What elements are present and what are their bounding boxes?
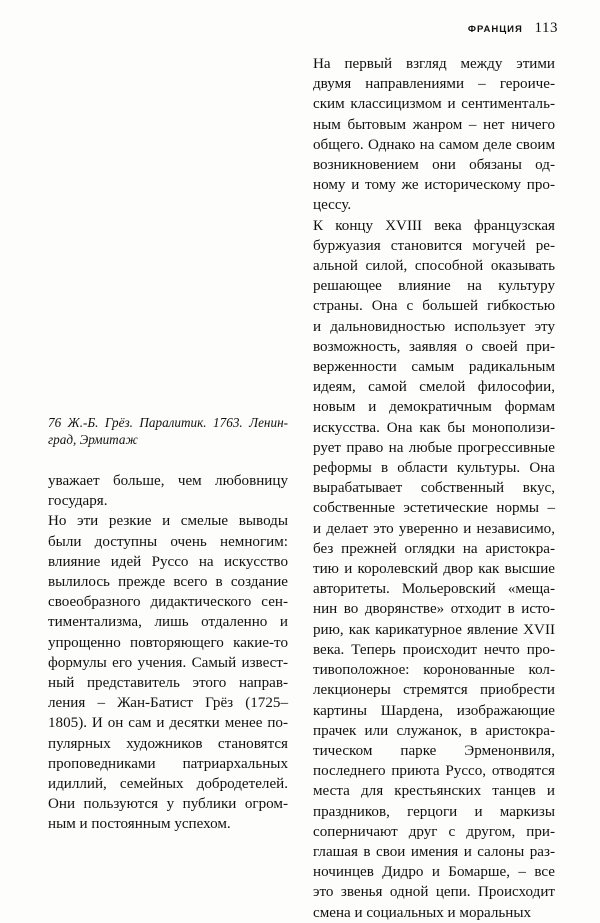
- text-line: цессу.: [313, 197, 352, 214]
- text-line: прачек или служанок, в аристокра-: [313, 722, 555, 739]
- text-line: века. Теперь происходит нечто про-: [313, 641, 555, 658]
- text-line: идеям, самой смелой философии,: [313, 379, 555, 396]
- text-line: решающее влияние на культуру: [313, 278, 555, 295]
- text-line: возникновением они обязаны од-: [313, 157, 555, 174]
- text-line: своеобразного дидактического сен-: [48, 594, 288, 611]
- text-line: На первый взгляд между этими: [313, 56, 555, 72]
- text-line: искусства. Она как бы монополизи-: [313, 419, 555, 436]
- text-line: картины Шардена, изображающие: [313, 702, 555, 719]
- text-line: новым и демократичным формам: [313, 399, 555, 416]
- text-line: двумя направлениями – героиче-: [313, 76, 555, 93]
- text-line: смена и социальных и моральных: [313, 904, 532, 921]
- paragraph: [313, 54, 555, 216]
- text-line: реформы в области культуры. Она: [313, 460, 555, 477]
- text-line: упрощенно повторяющего какие-то: [48, 634, 288, 651]
- caption-line: град, Эрмитаж: [48, 432, 138, 447]
- text-line: идиллий, семейных добродетелей.: [48, 776, 288, 793]
- text-line: ный представитель этого направ-: [48, 675, 288, 692]
- text-line: возможность, заявляя о своей при-: [313, 338, 555, 355]
- text-line: ления – Жан-Батист Грёз (1725–: [48, 695, 288, 712]
- text-line: Они пользуются у публики огром-: [48, 796, 288, 813]
- text-line: лекционеры стремятся приобрести: [313, 682, 555, 699]
- text-line: влияние идей Руссо на искусство: [48, 553, 288, 570]
- caption-line: 76 Ж.-Б. Грёз. Паралитик. 1763. Ленин-: [48, 415, 288, 430]
- text-line: К концу XVIII века французская: [313, 217, 555, 234]
- section-title: ФРАНЦИЯ: [467, 24, 523, 35]
- text-line: буржуазия становится могучей ре-: [313, 237, 555, 254]
- text-line: верженности самым радикальным: [313, 359, 555, 376]
- text-line: рует право на любые прогрессивные: [313, 439, 555, 456]
- text-line: без прежней оглядки на аристокра-: [313, 540, 555, 557]
- text-line: соперничают друг с другом, при-: [313, 823, 555, 840]
- text-line: тивоположное: коронованные кол-: [313, 662, 555, 679]
- left-column: [48, 471, 288, 835]
- text-line: вылилось прежде всего в создание: [48, 574, 288, 591]
- page-number: 113: [534, 20, 558, 36]
- text-line: были доступны очень немногим:: [48, 533, 288, 550]
- text-line: праздников, герцоги и маркизы: [313, 803, 555, 820]
- text-line: государя.: [48, 493, 108, 510]
- text-line: это звенья одной цепи. Происходит: [313, 884, 555, 901]
- text-line: тиментализма, лишь отдаленно и: [48, 614, 288, 631]
- text-line: 1805). И он сам и десятки менее по-: [48, 715, 288, 732]
- text-line: уважает больше, чем любовницу: [48, 473, 288, 489]
- right-column: [313, 54, 555, 923]
- text-line: собственные эстетические нормы –: [313, 500, 555, 517]
- text-line: ским классицизмом и сентименталь-: [313, 96, 555, 113]
- text-line: последнего приюта Руссо, отводятся: [313, 763, 555, 780]
- text-line: Но эти резкие и смелые выводы: [48, 513, 288, 530]
- running-header: [468, 20, 558, 37]
- text-line: и делает это уверенно и независимо,: [313, 520, 555, 537]
- text-line: ночинцев Дидро и Бомарше, – все: [313, 864, 555, 881]
- paragraph: [313, 216, 555, 923]
- paragraph: [48, 471, 288, 511]
- text-line: нин во дворянстве» отходит в исто-: [313, 601, 555, 618]
- figure-caption: [48, 414, 288, 448]
- text-line: проповедниками патриархальных: [48, 755, 288, 772]
- text-line: вырабатывает собственный вкус,: [313, 480, 555, 497]
- text-line: формулы его учения. Самый извест-: [48, 654, 288, 671]
- text-line: тию и королевский двор как высшие: [313, 561, 555, 578]
- text-line: ному и тому же историческому про-: [313, 177, 555, 194]
- text-line: ным и постоянным успехом.: [48, 816, 231, 833]
- text-line: страны. Она с большей гибкостью: [313, 298, 555, 315]
- text-line: тическом парке Эрменонвиля,: [313, 742, 555, 759]
- text-line: ным бытовым жанром – нет ничего: [313, 116, 555, 133]
- text-line: пулярных художников становятся: [48, 735, 288, 752]
- text-line: альной силой, способной оказывать: [313, 258, 555, 275]
- paragraph: [48, 511, 288, 834]
- text-line: глашая в свои имения и салоны раз-: [313, 843, 555, 860]
- text-line: авторитеты. Мольеровский «меща-: [313, 581, 555, 598]
- text-line: общего. Однако на самом деле своим: [313, 136, 555, 153]
- text-line: и дальновидностью использует эту: [313, 318, 555, 335]
- text-line: рию, как карикатурное явление XVII: [313, 621, 555, 638]
- text-line: места для крестьянских танцев и: [313, 783, 555, 800]
